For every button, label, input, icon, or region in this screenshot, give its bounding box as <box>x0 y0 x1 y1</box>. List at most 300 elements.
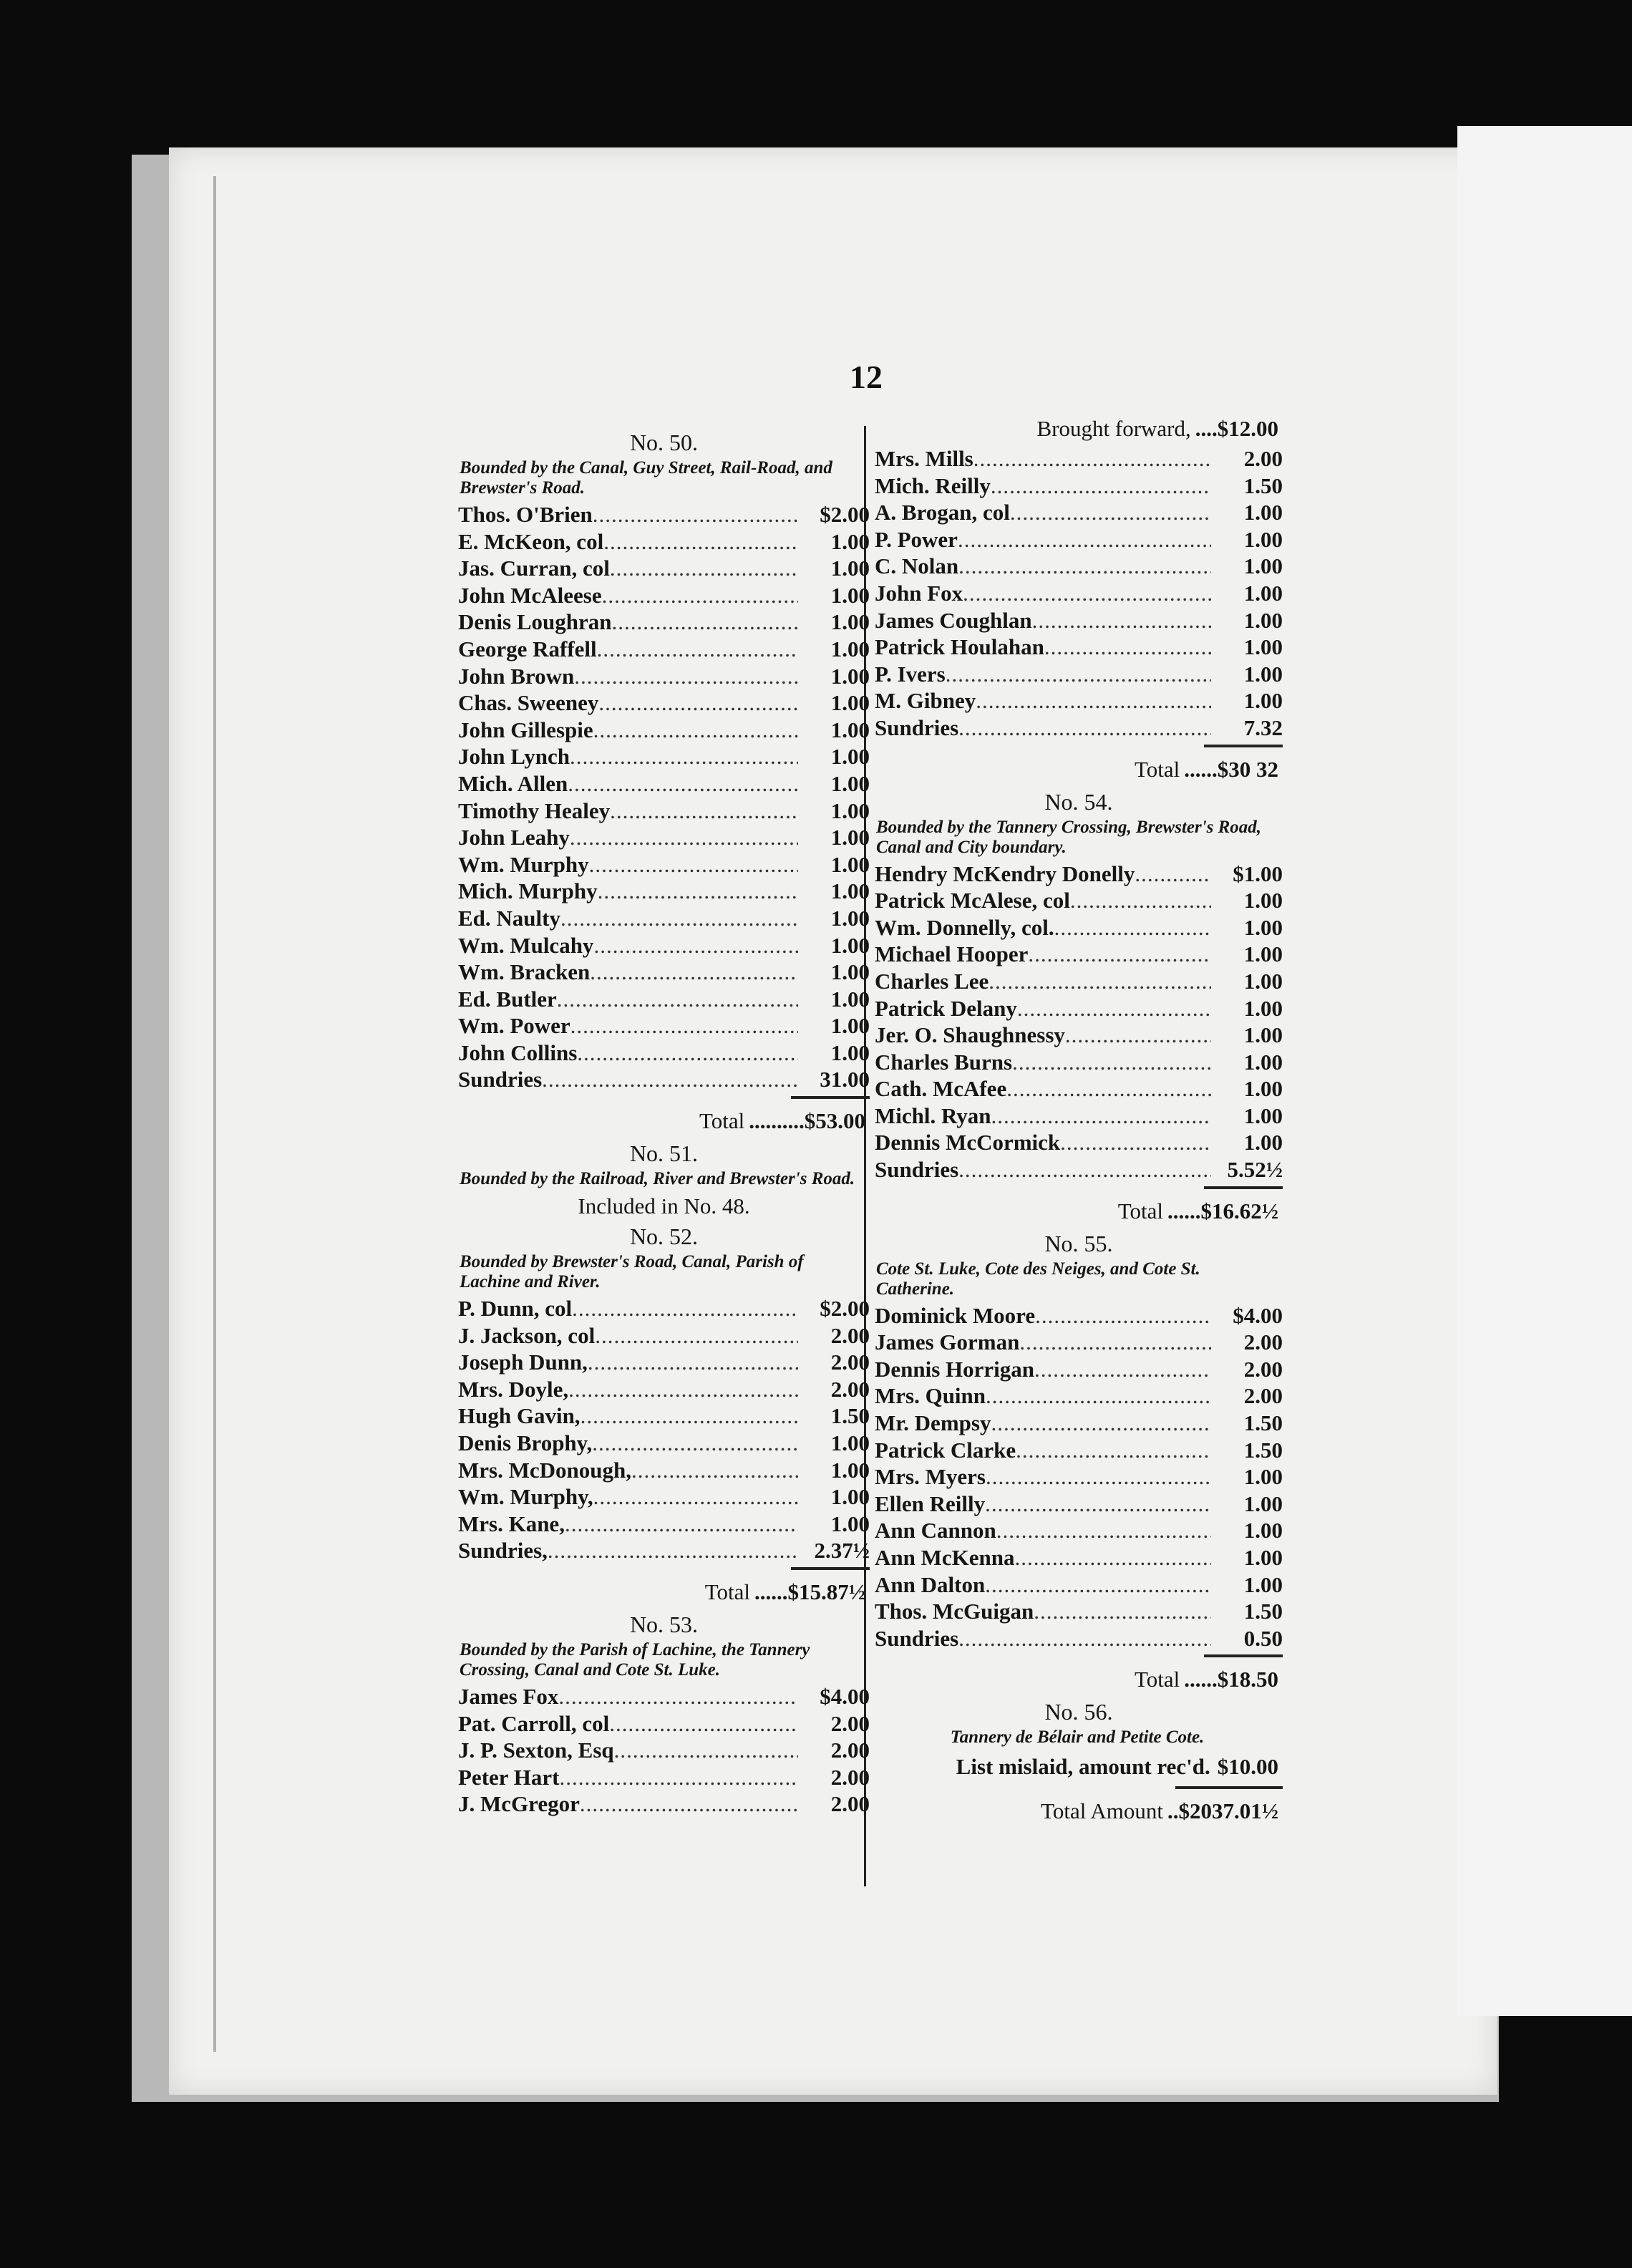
ledger-leader-dots <box>958 1625 1211 1652</box>
ledger-amount: 2.00 <box>1243 1356 1283 1382</box>
ledger-name: Mrs. Doyle, <box>458 1376 569 1402</box>
ledger-row <box>458 1483 870 1511</box>
total-label: Total <box>699 1108 745 1134</box>
ledger-amount: 2.00 <box>830 1710 870 1736</box>
section-desc-no50: Bounded by the Canal, Guy Street, Rail-Road, and Brewster's Road. <box>460 458 832 498</box>
ledger-amount: 1.00 <box>1243 580 1283 606</box>
section-desc-no52: Bounded by Brewster's Road, Canal, Parish of Lachine and River. <box>460 1252 804 1292</box>
ledger-leader-dots <box>570 743 798 770</box>
section-title-no52: No. 52. <box>629 1223 699 1250</box>
list-no50 <box>458 501 870 1093</box>
total-dots: ...... <box>754 1579 788 1604</box>
ledger-name: Ellen Reilly <box>875 1491 986 1516</box>
ledger-name: John Collins <box>458 1040 578 1065</box>
ledger-leader-dots <box>958 1156 1211 1183</box>
ledger-name: Wm. Bracken <box>458 959 591 985</box>
ledger-leader-dots <box>593 501 798 528</box>
ledger-name: Jer. O. Shaughnessy <box>875 1022 1065 1048</box>
ledger-amount: 1.00 <box>830 1511 870 1536</box>
ledger-name: John Fox <box>875 580 963 606</box>
ledger-amount: 1.00 <box>1243 941 1283 967</box>
ledger-name: George Raffell <box>458 636 597 662</box>
ledger-name: Timothy Healey <box>458 798 611 823</box>
ledger-amount: 1.00 <box>1243 1491 1283 1516</box>
ledger-amount: 1.00 <box>830 851 870 877</box>
ledger-name: Denis Loughran <box>458 609 612 635</box>
ledger-name: Denis Brophy, <box>458 1430 593 1456</box>
ledger-row <box>458 1066 870 1093</box>
ledger-leader-dots <box>593 932 798 959</box>
ledger-leader-dots <box>973 445 1211 472</box>
total-row-no55 <box>875 1663 1283 1696</box>
ledger-leader-dots <box>598 878 798 905</box>
ledger-amount: 2.00 <box>1243 446 1283 471</box>
ledger-row <box>458 582 870 609</box>
section-title-no50: No. 50. <box>629 430 699 455</box>
ledger-row <box>875 714 1283 742</box>
section-desc-no56: Tannery de Bélair and Petite Cote. <box>950 1727 1205 1748</box>
total-amount: $18.50 <box>1217 1667 1278 1692</box>
ledger-leader-dots <box>1006 1075 1211 1102</box>
ledger-amount: 2.00 <box>830 1349 870 1375</box>
ledger-leader-dots <box>557 986 798 1013</box>
ledger-amount: 1.00 <box>830 959 870 985</box>
ledger-row <box>875 661 1283 688</box>
ledger-name: Patrick Houlahan <box>875 634 1044 660</box>
section-desc-no54: Bounded by the Tannery Crossing, Brewster's Road, Canal and City boundary. <box>876 817 1262 857</box>
ledger-row <box>875 1544 1283 1571</box>
ledger-row <box>875 1571 1283 1599</box>
ledger-amount: 7.32 <box>1243 714 1283 740</box>
ledger-name: Thos. McGuigan <box>875 1599 1034 1624</box>
ledger-leader-dots <box>609 1710 798 1738</box>
ledger-name: Joseph Dunn, <box>458 1349 588 1375</box>
ledger-amount: 1.00 <box>830 528 870 554</box>
total-dots: ...... <box>1184 756 1218 782</box>
ledger-leader-dots <box>580 1790 798 1818</box>
ledger-leader-dots <box>1065 1022 1211 1049</box>
ledger-row <box>875 1463 1283 1491</box>
list-no53 <box>458 1683 870 1818</box>
ledger-leader-dots <box>581 1402 798 1430</box>
ledger-row <box>875 553 1283 580</box>
ledger-row <box>458 1511 870 1538</box>
ledger-name: Mrs. Myers <box>875 1464 986 1490</box>
section-desc-no55: Cote St. Luke, Cote des Neiges, and Cote St. Catherine. <box>876 1259 1200 1299</box>
ledger-amount: 1.00 <box>1243 1130 1283 1155</box>
ledger-leader-dots <box>958 526 1211 553</box>
ledger-row <box>458 878 870 905</box>
ledger-leader-dots <box>559 1764 798 1791</box>
ledger-row <box>875 1517 1283 1544</box>
ledger-name: Ed. Butler <box>458 986 557 1012</box>
ledger-row <box>458 1012 870 1040</box>
ledger-name: Wm. Murphy <box>458 851 589 877</box>
ledger-amount: 1.00 <box>830 798 870 823</box>
ledger-row <box>875 499 1283 526</box>
ledger-row <box>875 1156 1283 1183</box>
ledger-row <box>458 1322 870 1349</box>
ledger-amount: 1.00 <box>830 609 870 635</box>
ledger-row <box>875 995 1283 1022</box>
brought-forward-label: Brought forward, <box>1036 416 1191 441</box>
ledger-row <box>458 501 870 528</box>
ledger-amount: 1.00 <box>1243 661 1283 687</box>
ledger-leader-dots <box>597 636 798 663</box>
ledger-name: J. McGregor <box>458 1791 580 1817</box>
ledger-name: Mich. Allen <box>458 770 568 796</box>
total-amount: $15.87½ <box>787 1579 865 1604</box>
total-row-no54 <box>875 1195 1283 1228</box>
sum-rule <box>791 1096 870 1099</box>
list-carried <box>875 445 1283 742</box>
ledger-amount: 5.52½ <box>1227 1157 1283 1183</box>
ledger-leader-dots <box>610 798 798 825</box>
ledger-amount: 1.00 <box>830 717 870 742</box>
ledger-amount: 1.50 <box>1243 1410 1283 1436</box>
ledger-row <box>875 887 1283 914</box>
ledger-name: Ed. Naulty <box>458 905 560 931</box>
ledger-amount: 1.00 <box>1243 526 1283 552</box>
ledger-name: Mrs. Mills <box>875 446 973 471</box>
ledger-leader-dots <box>560 905 798 932</box>
ledger-amount: 2.00 <box>830 1791 870 1817</box>
sum-rule <box>1175 1786 1283 1789</box>
ledger-amount: 1.00 <box>1243 1571 1283 1597</box>
ledger-amount: 1.00 <box>830 663 870 689</box>
ledger-name: John Gillespie <box>458 717 593 742</box>
ledger-amount: 1.00 <box>830 1040 870 1065</box>
total-label: Total <box>1134 1667 1180 1692</box>
ledger-row <box>875 634 1283 661</box>
ledger-row <box>875 1491 1283 1518</box>
ledger-name: John McAleese <box>458 582 602 608</box>
ledger-leader-dots <box>614 1737 798 1764</box>
ledger-row <box>458 1710 870 1738</box>
ledger-leader-dots <box>991 472 1211 500</box>
ledger-amount: 1.00 <box>830 905 870 931</box>
ledger-leader-dots <box>572 1295 798 1322</box>
ledger-row <box>875 968 1283 995</box>
ledger-leader-dots <box>1054 914 1211 941</box>
ledger-row <box>875 1049 1283 1076</box>
ledger-name: Mich. Murphy <box>458 878 598 904</box>
ledger-amount: $4.00 <box>820 1684 870 1709</box>
ledger-name: Ann Dalton <box>875 1571 986 1597</box>
total-dots: .......... <box>749 1108 805 1134</box>
ledger-name: M. Gibney <box>875 688 976 714</box>
grand-total-row <box>875 1795 1283 1828</box>
ledger-amount: 1.00 <box>1243 1518 1283 1544</box>
ledger-amount: 1.00 <box>830 878 870 904</box>
ledger-row <box>458 1295 870 1322</box>
ledger-row <box>875 472 1283 500</box>
ledger-row <box>875 607 1283 634</box>
section-title-no56: No. 56. <box>1044 1699 1113 1725</box>
sum-rule <box>791 1567 870 1570</box>
total-amount: $53.00 <box>804 1108 865 1134</box>
ledger-row <box>875 1022 1283 1049</box>
ledger-name: P. Ivers <box>875 661 946 687</box>
ledger-leader-dots <box>548 1537 798 1564</box>
ledger-row <box>875 687 1283 714</box>
note-row-no56 <box>875 1750 1283 1783</box>
note-no56: List mislaid, amount rec'd. <box>956 1754 1210 1780</box>
ledger-row <box>875 526 1283 553</box>
ledger-amount: 2.37½ <box>814 1538 870 1564</box>
section-title-no54: No. 54. <box>1044 788 1113 815</box>
ledger-row <box>458 609 870 636</box>
ledger-row <box>875 1598 1283 1625</box>
brought-forward-row <box>875 412 1283 445</box>
ledger-leader-dots <box>1017 995 1211 1022</box>
ledger-leader-dots <box>568 1376 798 1403</box>
ledger-leader-dots <box>996 1517 1211 1544</box>
ledger-leader-dots <box>963 580 1211 607</box>
ledger-amount: 1.50 <box>1243 1599 1283 1624</box>
ledger-row <box>875 1625 1283 1652</box>
ledger-name: P. Power <box>875 526 958 552</box>
ledger-leader-dots <box>593 717 798 744</box>
ledger-name: Mrs. Quinn <box>875 1383 986 1409</box>
ledger-name: Ann Cannon <box>875 1518 996 1544</box>
ledger-amount: 1.50 <box>1243 1437 1283 1463</box>
ledger-row <box>458 743 870 770</box>
ledger-name: A. Brogan, col <box>875 500 1010 525</box>
ledger-row <box>458 636 870 663</box>
ledger-name: Patrick Delany <box>875 995 1017 1021</box>
ledger-amount: 2.00 <box>830 1764 870 1790</box>
total-label: Total <box>1117 1198 1163 1223</box>
ledger-amount: 1.00 <box>830 690 870 716</box>
ledger-name: Hendry McKendry Donelly <box>875 861 1135 886</box>
sum-rule <box>1204 745 1283 747</box>
left-column <box>458 427 870 1818</box>
ledger-amount: 1.00 <box>1243 968 1283 994</box>
ledger-leader-dots <box>610 555 798 582</box>
ledger-name: Hugh Gavin, <box>458 1403 581 1429</box>
ledger-leader-dots <box>985 1571 1211 1599</box>
ledger-amount: $4.00 <box>1233 1302 1283 1328</box>
ledger-row <box>458 959 870 986</box>
page-number: 12 <box>850 359 883 395</box>
ledger-amount: $1.00 <box>1233 861 1283 886</box>
ledger-leader-dots <box>588 1349 798 1376</box>
ledger-leader-dots <box>592 1430 798 1457</box>
ledger-amount: 1.00 <box>1243 1022 1283 1048</box>
total-dots: ...... <box>1184 1667 1218 1692</box>
ledger-row <box>458 1457 870 1484</box>
ledger-row <box>875 914 1283 941</box>
ledger-leader-dots <box>603 528 798 556</box>
ledger-row <box>458 1040 870 1067</box>
ledger-leader-dots <box>1034 1356 1211 1383</box>
ledger-amount: 2.00 <box>1243 1329 1283 1355</box>
ledger-amount: 1.00 <box>830 825 870 850</box>
ledger-name: C. Nolan <box>875 553 959 579</box>
ledger-amount: 1.00 <box>1243 607 1283 633</box>
ledger-name: Dennis Horrigan <box>875 1356 1035 1382</box>
ledger-amount: $2.00 <box>820 1296 870 1322</box>
ledger-amount: 2.00 <box>830 1322 870 1348</box>
ledger-row <box>458 1402 870 1430</box>
ledger-amount: 1.50 <box>830 1403 870 1429</box>
ledger-leader-dots <box>611 609 798 636</box>
page-fold-line <box>213 176 216 2052</box>
ledger-leader-dots <box>1035 1302 1211 1329</box>
note-no51: Included in No. 48. <box>578 1193 750 1219</box>
ledger-leader-dots <box>570 1012 798 1040</box>
ledger-row <box>458 932 870 959</box>
ledger-amount: 1.00 <box>1243 995 1283 1021</box>
ledger-leader-dots <box>976 687 1211 714</box>
ledger-leader-dots <box>1012 1049 1211 1076</box>
ledger-leader-dots <box>577 1040 798 1067</box>
ledger-name: Peter Hart <box>458 1764 560 1790</box>
ledger-name: Patrick Clarke <box>875 1437 1016 1463</box>
ledger-leader-dots <box>558 1683 798 1710</box>
ledger-name: Wm. Donnelly, col. <box>875 914 1054 940</box>
brought-forward-amount: $12.00 <box>1217 416 1278 441</box>
ledger-amount: 2.00 <box>1243 1383 1283 1409</box>
ledger-leader-dots <box>946 661 1211 688</box>
ledger-row <box>875 861 1283 888</box>
ledger-name: Wm. Power <box>458 1013 570 1039</box>
ledger-name: Dominick Moore <box>875 1302 1036 1328</box>
ledger-name: John Lynch <box>458 744 570 770</box>
ledger-leader-dots <box>1135 861 1211 888</box>
ledger-row <box>458 663 870 690</box>
ledger-leader-dots <box>602 582 798 609</box>
ledger-amount: 1.00 <box>830 744 870 770</box>
ledger-row <box>458 986 870 1013</box>
ledger-leader-dots <box>1010 499 1211 526</box>
ledger-row <box>458 798 870 825</box>
ledger-row <box>875 580 1283 607</box>
ledger-name: Mich. Reilly <box>875 472 991 498</box>
ledger-amount: 1.00 <box>1243 914 1283 940</box>
ledger-amount: 1.50 <box>1243 472 1283 498</box>
ledger-row <box>458 1430 870 1457</box>
ledger-name: James Gorman <box>875 1329 1020 1355</box>
ledger-amount: 1.00 <box>1243 1102 1283 1128</box>
total-dots: ...... <box>1167 1198 1201 1223</box>
ledger-name: Thos. O'Brien <box>458 502 593 527</box>
ledger-amount: 1.00 <box>1243 500 1283 525</box>
ledger-leader-dots <box>986 1382 1211 1410</box>
ledger-row <box>875 1129 1283 1156</box>
ledger-leader-dots <box>589 851 798 878</box>
list-no55 <box>875 1302 1283 1652</box>
ledger-name: J. Jackson, col <box>458 1322 596 1348</box>
section-title-no53: No. 53. <box>629 1612 699 1637</box>
ledger-leader-dots <box>989 968 1211 995</box>
sum-rule <box>1204 1654 1283 1657</box>
ledger-row <box>875 1356 1283 1383</box>
ledger-amount: 31.00 <box>820 1067 870 1092</box>
ledger-name: Jas. Curran, col <box>458 556 610 581</box>
ledger-name: Sundries <box>875 714 959 740</box>
ledger-row <box>458 717 870 744</box>
ledger-name: Cath. McAfee <box>875 1076 1007 1102</box>
ledger-name: Sundries <box>875 1157 959 1183</box>
ledger-row <box>458 905 870 932</box>
ledger-amount: 1.00 <box>830 1484 870 1510</box>
list-no52 <box>458 1295 870 1564</box>
ledger-row <box>458 851 870 878</box>
ledger-name: John Leahy <box>458 825 570 850</box>
ledger-amount: 1.00 <box>830 986 870 1012</box>
ledger-amount: 1.00 <box>830 770 870 796</box>
ledger-name: Dennis McCormick <box>875 1130 1061 1155</box>
ledger-row <box>875 1075 1283 1102</box>
ledger-name: Charles Lee <box>875 968 989 994</box>
ledger-leader-dots <box>542 1066 798 1093</box>
ledger-row <box>458 1537 870 1564</box>
ledger-row <box>875 1302 1283 1329</box>
ledger-leader-dots <box>1019 1329 1211 1356</box>
ledger-leader-dots <box>631 1457 798 1484</box>
section-desc-no53: Bounded by the Parish of Lachine, the Tannery Crossing, Canal and Cote St. Luke. <box>460 1640 810 1680</box>
ledger-name: Pat. Carroll, col <box>458 1710 610 1736</box>
ledger-row <box>458 1683 870 1710</box>
ledger-amount: 1.00 <box>830 1457 870 1483</box>
ledger-leader-dots <box>1028 941 1211 968</box>
ledger-leader-dots <box>1070 887 1211 914</box>
ledger-leader-dots <box>985 1491 1211 1518</box>
ledger-name: Ann McKenna <box>875 1545 1015 1570</box>
ledger-amount: 2.00 <box>830 1738 870 1763</box>
ledger-row <box>875 1382 1283 1410</box>
ledger-amount: 1.00 <box>1243 634 1283 660</box>
ledger-name: E. McKeon, col <box>458 528 604 554</box>
ledger-row <box>458 1376 870 1403</box>
ledger-amount: 2.00 <box>830 1376 870 1402</box>
ledger-row <box>875 1437 1283 1464</box>
ledger-row <box>458 824 870 851</box>
ledger-row <box>458 770 870 798</box>
ledger-leader-dots <box>1044 634 1211 661</box>
ledger-row <box>458 528 870 556</box>
ledger-name: Michael Hooper <box>875 941 1029 967</box>
right-column <box>875 412 1283 1828</box>
ledger-amount: 1.00 <box>1243 553 1283 579</box>
ledger-amount: 1.00 <box>830 1430 870 1456</box>
ledger-amount: 1.00 <box>1243 1076 1283 1102</box>
total-label: Total <box>704 1579 750 1604</box>
ledger-leader-dots <box>958 714 1211 742</box>
ledger-leader-dots <box>574 663 798 690</box>
ledger-row <box>875 941 1283 968</box>
ledger-amount: 1.00 <box>1243 1545 1283 1570</box>
ledger-name: Patrick McAlese, col <box>875 888 1070 914</box>
ledger-amount: 1.00 <box>830 582 870 608</box>
ledger-leader-dots <box>991 1102 1211 1130</box>
ledger-amount: $2.00 <box>820 502 870 527</box>
ledger-row <box>458 1764 870 1791</box>
ledger-row <box>875 1329 1283 1356</box>
ledger-name: Sundries <box>458 1067 543 1092</box>
sum-rule <box>1204 1186 1283 1189</box>
total-row-carried <box>875 753 1283 786</box>
grand-total-amount: $2037.01½ <box>1178 1798 1278 1824</box>
ledger-name: Wm. Mulcahy <box>458 932 594 958</box>
ledger-name: Chas. Sweeney <box>458 690 599 716</box>
ledger-name: Mrs. Kane, <box>458 1511 565 1536</box>
ledger-amount: 1.00 <box>1243 1464 1283 1490</box>
ledger-row <box>875 1410 1283 1437</box>
ledger-leader-dots <box>958 553 1211 580</box>
